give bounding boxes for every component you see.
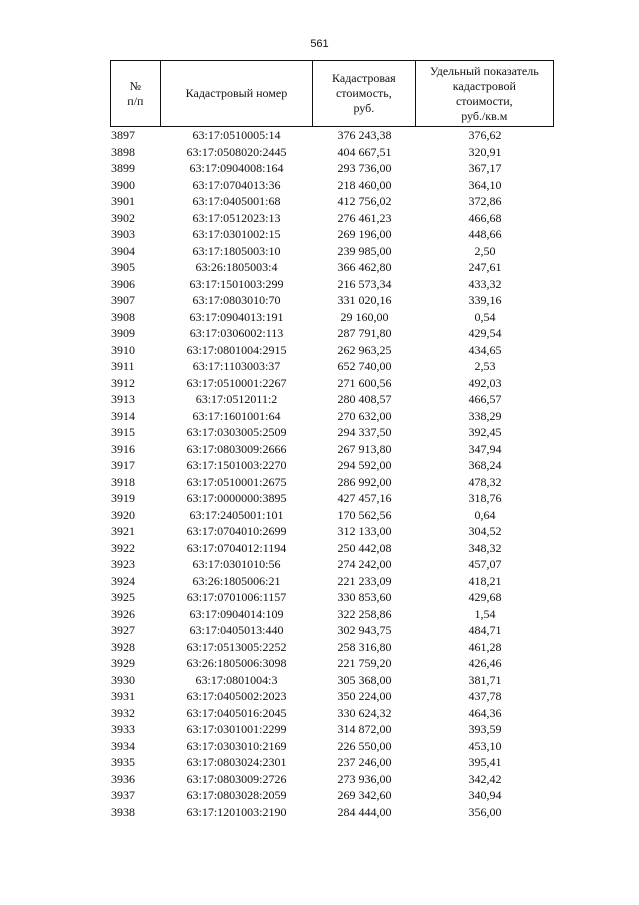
table-row	[110, 655, 554, 672]
table-row	[110, 375, 554, 392]
row-number: 3913	[111, 392, 135, 406]
row-cadastral-value: 221 759,20	[337, 656, 392, 670]
row-cadastral-number: 63:17:0405002:2023	[186, 689, 287, 703]
table-row	[110, 721, 554, 738]
table-row	[110, 523, 554, 540]
row-cadastral-value: 312 133,00	[337, 524, 392, 538]
cadastral-table	[110, 60, 554, 820]
row-specific-value: 395,41	[468, 755, 502, 769]
row-number: 3935	[111, 755, 135, 769]
row-cadastral-number: 63:17:0301001:2299	[186, 722, 287, 736]
row-specific-value: 320,91	[468, 144, 502, 159]
row-specific-value: 478,32	[468, 474, 502, 489]
table-row	[110, 787, 554, 804]
row-cadastral-number: 63:17:0508020:2445	[186, 144, 287, 159]
row-number: 3912	[111, 375, 135, 390]
header-number-line1: №	[129, 78, 142, 93]
row-cadastral-number: 63:17:0803028:2059	[186, 788, 287, 802]
row-cadastral-number: 63:17:0512011:2	[195, 392, 278, 406]
table-body	[110, 127, 554, 820]
table-row	[110, 672, 554, 689]
row-number: 3908	[111, 309, 135, 324]
table-row	[110, 160, 554, 177]
row-cadastral-number: 63:17:1103003:37	[192, 359, 281, 373]
header-specific-line4: руб./кв.м	[461, 108, 508, 123]
row-cadastral-value: 218 460,00	[337, 177, 392, 192]
table-row	[110, 358, 554, 375]
header-value-line2: стоимость,	[335, 86, 392, 100]
row-specific-value: 466,68	[468, 210, 502, 225]
header-cadastral-value	[313, 61, 416, 126]
header-specific-value	[416, 61, 553, 126]
row-cadastral-value: 29 160,00	[340, 309, 389, 324]
row-specific-value: 448,66	[468, 227, 502, 241]
table-row	[110, 210, 554, 227]
row-cadastral-value: 271 600,56	[337, 375, 392, 390]
row-specific-value: 464,36	[468, 705, 502, 720]
row-number: 3911	[111, 359, 135, 373]
row-cadastral-number: 63:17:0704012:1194	[186, 540, 287, 555]
row-specific-value: 318,76	[468, 491, 502, 505]
row-specific-value: 304,52	[468, 524, 502, 538]
row-cadastral-number: 63:17:0405016:2045	[186, 705, 287, 720]
table-row	[110, 639, 554, 656]
row-cadastral-value: 404 667,51	[337, 144, 392, 159]
header-cadastral-number: Кадастровый номер	[161, 61, 313, 126]
header-number	[111, 61, 161, 126]
row-number: 3900	[111, 177, 135, 192]
table-row	[110, 441, 554, 458]
row-number: 3927	[111, 623, 135, 637]
table-row	[110, 325, 554, 342]
row-cadastral-number: 63:17:0803009:2726	[186, 771, 287, 786]
row-number: 3928	[111, 639, 135, 654]
row-cadastral-value: 652 740,00	[337, 359, 392, 373]
row-cadastral-value: 274 242,00	[337, 557, 392, 571]
row-cadastral-value: 216 573,34	[337, 276, 392, 291]
row-cadastral-number: 63:17:0904014:109	[189, 606, 284, 621]
row-number: 3905	[111, 260, 135, 274]
table-header	[110, 60, 554, 127]
table-row	[110, 408, 554, 425]
row-specific-value: 434,65	[468, 342, 502, 357]
row-cadastral-number: 63:17:0000000:3895	[186, 491, 287, 505]
row-specific-value: 348,32	[468, 540, 502, 555]
row-specific-value: 0,54	[474, 309, 496, 324]
row-specific-value: 381,71	[468, 672, 502, 687]
row-specific-value: 418,21	[468, 573, 502, 588]
table-row	[110, 705, 554, 722]
row-specific-value: 492,03	[468, 375, 502, 390]
row-specific-value: 393,59	[468, 722, 502, 736]
header-specific-line3: стоимости,	[455, 93, 513, 108]
row-number: 3918	[111, 474, 135, 489]
row-cadastral-number: 63:17:0510001:2675	[186, 474, 287, 489]
row-cadastral-value: 302 943,75	[337, 623, 392, 637]
table-row	[110, 424, 554, 441]
row-specific-value: 426,46	[468, 656, 502, 670]
row-number: 3929	[111, 656, 135, 670]
row-cadastral-value: 226 550,00	[337, 738, 392, 753]
table-row	[110, 688, 554, 705]
row-cadastral-value: 270 632,00	[337, 408, 392, 423]
row-cadastral-number: 63:17:0405001:68	[192, 194, 281, 208]
row-cadastral-value: 376 243,38	[337, 128, 392, 142]
table-row	[110, 342, 554, 359]
row-cadastral-number: 63:17:0704013:36	[192, 177, 281, 192]
row-specific-value: 437,78	[468, 689, 502, 703]
table-row	[110, 276, 554, 293]
row-number: 3923	[111, 557, 135, 571]
row-number: 3907	[111, 293, 135, 307]
header-specific-line1: Удельный показатель	[429, 63, 539, 78]
row-cadastral-value: 286 992,00	[337, 474, 392, 489]
table-row	[110, 771, 554, 788]
row-cadastral-value: 314 872,00	[337, 722, 392, 736]
row-number: 3922	[111, 540, 135, 555]
row-specific-value: 453,10	[468, 738, 502, 753]
row-specific-value: 340,94	[468, 788, 502, 802]
row-cadastral-number: 63:17:0405013:440	[189, 623, 284, 637]
row-specific-value: 342,42	[468, 771, 502, 786]
row-cadastral-number: 63:17:0803024:2301	[186, 755, 287, 769]
row-specific-value: 247,61	[468, 260, 502, 274]
row-cadastral-number: 63:17:0704010:2699	[186, 524, 287, 538]
row-cadastral-number: 63:26:1805006:21	[192, 573, 281, 588]
table-row	[110, 556, 554, 573]
row-number: 3932	[111, 705, 135, 720]
table-row	[110, 804, 554, 821]
row-specific-value: 368,24	[468, 458, 502, 472]
table-row	[110, 309, 554, 326]
row-number: 3902	[111, 210, 135, 225]
table-row	[110, 606, 554, 623]
row-number: 3904	[111, 243, 135, 258]
row-specific-value: 376,62	[468, 128, 502, 142]
row-specific-value: 429,54	[468, 326, 502, 340]
row-cadastral-number: 63:17:0513005:2252	[186, 639, 287, 654]
header-specific-line2: кадастровой	[452, 78, 516, 93]
table-row	[110, 292, 554, 309]
table-row	[110, 589, 554, 606]
row-number: 3898	[111, 144, 135, 159]
table-row	[110, 391, 554, 408]
row-specific-value: 457,07	[468, 557, 502, 571]
row-cadastral-number: 63:17:0803009:2666	[186, 441, 287, 456]
row-cadastral-value: 269 196,00	[337, 227, 392, 241]
row-number: 3926	[111, 606, 135, 621]
row-specific-value: 347,94	[468, 441, 502, 456]
table-row	[110, 259, 554, 276]
row-number: 3899	[111, 161, 135, 175]
row-number: 3925	[111, 590, 135, 604]
table-row	[110, 754, 554, 771]
row-number: 3931	[111, 689, 135, 703]
row-number: 3938	[111, 804, 135, 819]
row-number: 3917	[111, 458, 135, 472]
row-specific-value: 2,50	[474, 243, 496, 258]
row-cadastral-value: 287 791,80	[337, 326, 392, 340]
row-specific-value: 356,00	[468, 804, 502, 819]
row-number: 3920	[111, 507, 135, 522]
table-row	[110, 738, 554, 755]
row-specific-value: 364,10	[468, 177, 502, 192]
table-row	[110, 127, 554, 144]
row-cadastral-value: 258 316,80	[337, 639, 392, 654]
row-number: 3906	[111, 276, 135, 291]
row-number: 3910	[111, 342, 135, 357]
row-specific-value: 466,57	[468, 392, 502, 406]
row-number: 3933	[111, 722, 135, 736]
row-number: 3934	[111, 738, 135, 753]
row-cadastral-number: 63:26:1805006:3098	[186, 656, 287, 670]
row-cadastral-number: 63:17:2405001:101	[189, 507, 284, 522]
row-cadastral-value: 322 258,86	[337, 606, 392, 621]
page-number: 561	[310, 38, 329, 50]
table-row	[110, 243, 554, 260]
table-row	[110, 193, 554, 210]
row-specific-value: 484,71	[468, 623, 502, 637]
row-specific-value: 372,86	[468, 194, 502, 208]
row-cadastral-number: 63:17:0801004:2915	[186, 342, 287, 357]
row-number: 3897	[111, 128, 135, 142]
row-cadastral-number: 63:17:0306002:113	[189, 326, 284, 340]
row-cadastral-value: 269 342,60	[337, 788, 392, 802]
row-cadastral-value: 276 461,23	[337, 210, 392, 225]
row-cadastral-number: 63:17:0301010:56	[192, 557, 281, 571]
table-row	[110, 226, 554, 243]
table-row	[110, 573, 554, 590]
table-row	[110, 177, 554, 194]
header-value-line3: руб.	[353, 101, 375, 115]
row-cadastral-number: 63:17:0904013:191	[189, 309, 284, 324]
row-number: 3936	[111, 771, 135, 786]
row-cadastral-value: 305 368,00	[337, 672, 392, 687]
row-cadastral-value: 330 853,60	[337, 590, 392, 604]
row-cadastral-value: 366 462,80	[337, 260, 392, 274]
row-cadastral-value: 427 457,16	[337, 491, 392, 505]
table-row	[110, 507, 554, 524]
row-number: 3919	[111, 491, 135, 505]
row-cadastral-value: 294 337,50	[337, 425, 392, 439]
row-cadastral-value: 262 963,25	[337, 342, 392, 357]
row-specific-value: 392,45	[468, 425, 502, 439]
row-specific-value: 339,16	[468, 293, 502, 307]
row-number: 3921	[111, 524, 135, 538]
row-number: 3901	[111, 194, 135, 208]
row-cadastral-value: 221 233,09	[337, 573, 392, 588]
table-row	[110, 622, 554, 639]
row-cadastral-number: 63:17:1201003:2190	[186, 804, 287, 819]
row-cadastral-value: 293 736,00	[337, 161, 392, 175]
row-cadastral-value: 237 246,00	[337, 755, 392, 769]
row-number: 3937	[111, 788, 135, 802]
row-cadastral-value: 280 408,57	[337, 392, 392, 406]
row-number: 3915	[111, 425, 135, 439]
row-cadastral-number: 63:17:0803010:70	[192, 293, 281, 307]
row-cadastral-value: 170 562,56	[337, 507, 392, 522]
table-row	[110, 540, 554, 557]
row-cadastral-value: 294 592,00	[337, 458, 392, 472]
row-specific-value: 461,28	[468, 639, 502, 654]
row-cadastral-number: 63:17:0301002:15	[192, 227, 281, 241]
table-row	[110, 474, 554, 491]
row-cadastral-number: 63:17:1601001:64	[192, 408, 281, 423]
row-cadastral-number: 63:17:1805003:10	[192, 243, 281, 258]
row-cadastral-number: 63:17:0303005:2509	[186, 425, 287, 439]
row-cadastral-value: 239 985,00	[337, 243, 392, 258]
row-cadastral-number: 63:26:1805003:4	[195, 260, 278, 274]
table-row	[110, 144, 554, 161]
row-cadastral-value: 284 444,00	[337, 804, 392, 819]
row-cadastral-number: 63:17:0510005:14	[192, 128, 281, 142]
row-cadastral-number: 63:17:1501003:299	[189, 276, 284, 291]
row-cadastral-number: 63:17:0510001:2267	[186, 375, 287, 390]
row-number: 3903	[111, 227, 135, 241]
row-specific-value: 0,64	[474, 507, 496, 522]
row-cadastral-number: 63:17:0904008:164	[189, 161, 284, 175]
row-cadastral-value: 267 913,80	[337, 441, 392, 456]
row-specific-value: 429,68	[468, 590, 502, 604]
row-specific-value: 338,29	[468, 408, 502, 423]
row-cadastral-value: 273 936,00	[337, 771, 392, 786]
row-cadastral-value: 250 442,08	[337, 540, 392, 555]
row-number: 3930	[111, 672, 135, 687]
row-specific-value: 2,53	[474, 359, 496, 373]
row-number: 3909	[111, 326, 135, 340]
row-cadastral-value: 412 756,02	[337, 194, 392, 208]
row-cadastral-value: 331 020,16	[337, 293, 392, 307]
row-number: 3916	[111, 441, 135, 456]
row-cadastral-value: 330 624,32	[337, 705, 392, 720]
row-cadastral-number: 63:17:0801004:3	[195, 672, 278, 687]
table-row	[110, 457, 554, 474]
row-number: 3924	[111, 573, 135, 588]
row-cadastral-number: 63:17:0512023:13	[192, 210, 281, 225]
row-specific-value: 367,17	[468, 161, 502, 175]
row-specific-value: 1,54	[474, 606, 496, 621]
table-row	[110, 490, 554, 507]
row-cadastral-value: 350 224,00	[337, 689, 392, 703]
row-cadastral-number: 63:17:0701006:1157	[186, 590, 287, 604]
header-number-line2: п/п	[127, 93, 144, 108]
row-specific-value: 433,32	[468, 276, 502, 291]
row-cadastral-number: 63:17:1501003:2270	[186, 458, 287, 472]
header-value-line1: Кадастровая	[332, 71, 396, 85]
row-cadastral-number: 63:17:0303010:2169	[186, 738, 287, 753]
row-number: 3914	[111, 408, 135, 423]
